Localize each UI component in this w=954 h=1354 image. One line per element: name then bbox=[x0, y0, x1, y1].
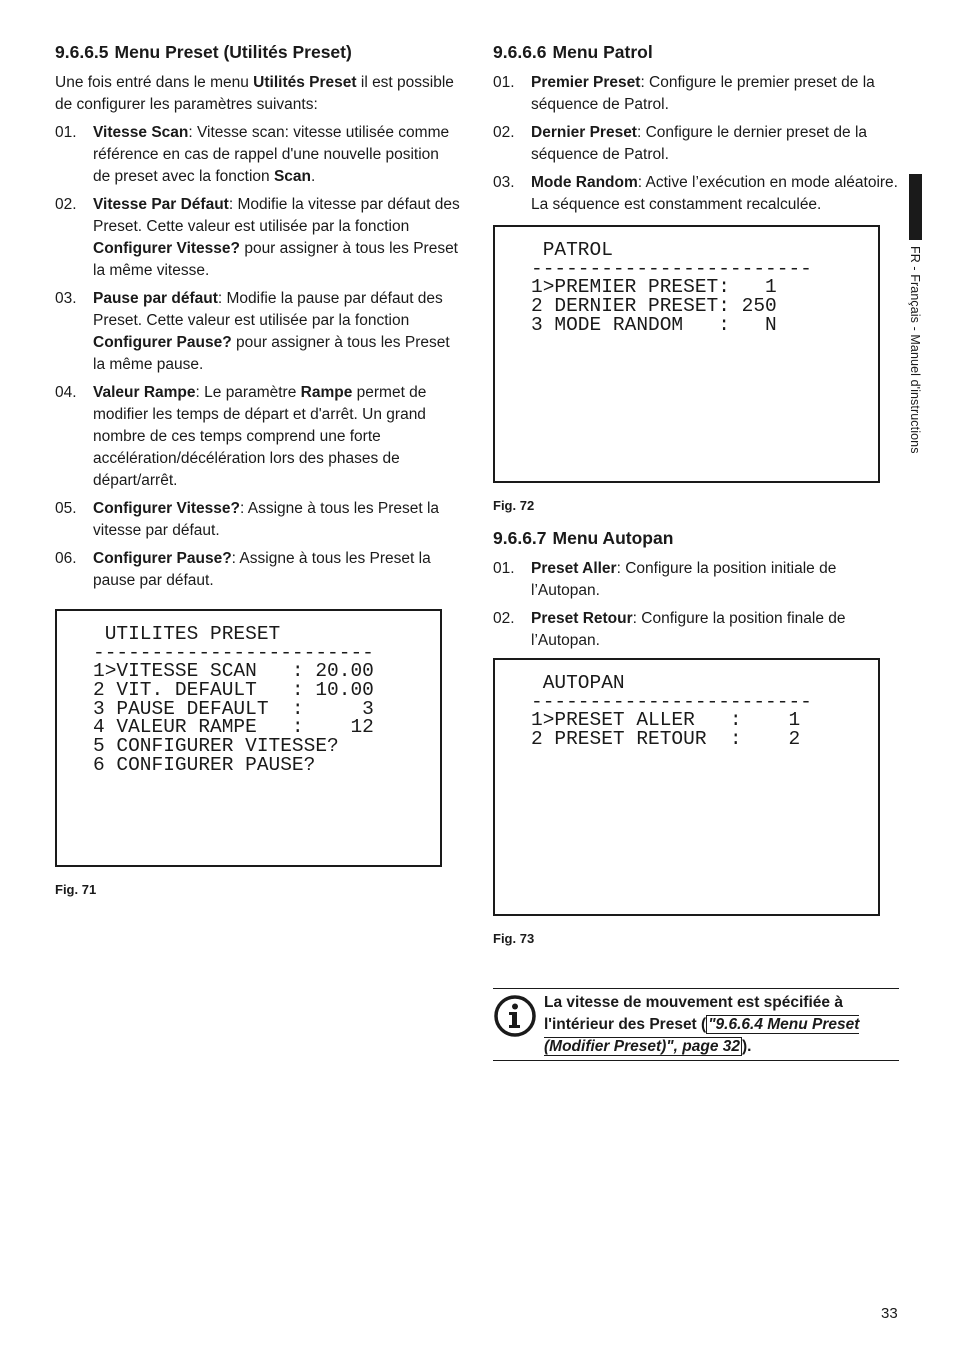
note-text: La vitesse de mouvement est spécifiée à l'intérieur des Preset ( "9.6.6.4 Menu Preset (Modifier Preset)", page 32 ). bbox=[544, 994, 860, 1055]
screen-line: 2 DERNIER PRESET: 250 bbox=[531, 295, 777, 318]
term: Rampe bbox=[300, 384, 353, 401]
figure-caption: Fig. 72 bbox=[493, 498, 535, 513]
screen-line: 4 VALEUR RAMPE : 12 bbox=[93, 716, 374, 739]
list-item bbox=[493, 122, 901, 166]
sidebar-tab-marker bbox=[909, 174, 922, 240]
page-number: 33 bbox=[881, 1305, 898, 1322]
list-item bbox=[55, 382, 460, 492]
term: Preset Aller bbox=[531, 560, 617, 577]
description: pour assigner à tous les Preset la même vitesse. bbox=[93, 240, 458, 279]
term: Configurer Vitesse? bbox=[93, 240, 241, 257]
description: permet de modifier les temps de départ et d'arrêt. Un grand nombre de ces temps comprend une forte accélération/décélération lors des phases de départ/arrêt. bbox=[93, 384, 427, 489]
list-item bbox=[493, 72, 901, 116]
description: : Vitesse scan: vitesse utilisée comme référence en cas de rappel d'une nouvelle position de preset avec la fonction bbox=[93, 124, 450, 185]
osd-screen-patrol bbox=[493, 225, 880, 483]
info-note bbox=[493, 988, 899, 1061]
list-item bbox=[55, 122, 460, 188]
screen-line: ------------------------ bbox=[93, 641, 374, 664]
description: : Configure la position initiale de l’Autopan. bbox=[531, 560, 837, 599]
list-index: 04. bbox=[55, 384, 77, 401]
patrol-list bbox=[493, 72, 901, 216]
term: Valeur Rampe bbox=[93, 384, 196, 401]
description: : Assigne à tous les Preset la vitesse par défaut. bbox=[93, 500, 440, 539]
term: Scan bbox=[273, 168, 312, 185]
list-index: 01. bbox=[493, 74, 515, 91]
list-index: 01. bbox=[55, 124, 77, 141]
term: Configurer Pause? bbox=[93, 550, 232, 567]
screen-line: UTILITES PRESET bbox=[93, 623, 281, 645]
list-index: 03. bbox=[493, 174, 515, 191]
term: Vitesse Scan bbox=[93, 124, 189, 141]
figure-caption: Fig. 71 bbox=[55, 882, 97, 897]
section-heading-patrol: 9.6.6.6 Menu Patrol bbox=[493, 42, 653, 62]
left-column bbox=[55, 40, 460, 897]
term: Premier Preset bbox=[531, 74, 641, 91]
screen-line: ------------------------ bbox=[531, 257, 812, 280]
screen-line: AUTOPAN bbox=[531, 672, 625, 694]
term: Configurer Vitesse? bbox=[93, 500, 241, 517]
screen-line: 1>VITESSE SCAN : 20.00 bbox=[93, 660, 374, 683]
screen-line: 6 CONFIGURER PAUSE? bbox=[93, 753, 316, 776]
intro-paragraph: Une fois entré dans le menu Utilités Preset il est possible de configurer les paramètres suivants: bbox=[55, 74, 454, 113]
term: Mode Random bbox=[531, 174, 638, 191]
description: : Configure la position finale de l’Autopan. bbox=[531, 610, 846, 649]
list-index: 02. bbox=[493, 610, 515, 627]
list-item bbox=[493, 608, 901, 652]
screen-line: 1>PRESET ALLER : 1 bbox=[531, 709, 801, 732]
list-index: 01. bbox=[493, 560, 515, 577]
section-title: Menu Preset (Utilités Preset) bbox=[114, 42, 352, 62]
parameter-list bbox=[55, 122, 460, 592]
screen-line: 5 CONFIGURER VITESSE? bbox=[93, 735, 339, 758]
description: . bbox=[311, 168, 316, 185]
list-index: 03. bbox=[55, 290, 77, 307]
description: : Assigne à tous les Preset la pause par défaut. bbox=[93, 550, 431, 589]
list-item bbox=[55, 288, 460, 376]
screen-line: 3 MODE RANDOM : N bbox=[531, 313, 777, 336]
screen-line: 3 PAUSE DEFAULT : 3 bbox=[93, 697, 374, 720]
description: : Active l’exécution en mode aléatoire. La séquence est constamment recalculée. bbox=[531, 174, 898, 213]
screen-line: PATROL bbox=[531, 239, 613, 261]
list-item bbox=[493, 172, 901, 216]
description: : Modifie la vitesse par défaut des Preset. Cette valeur est utilisée par la fonction bbox=[93, 196, 460, 235]
list-index: 05. bbox=[55, 500, 77, 517]
section-heading-autopan: 9.6.6.7 Menu Autopan bbox=[493, 528, 674, 548]
term: Dernier Preset bbox=[531, 124, 637, 141]
list-item bbox=[55, 548, 460, 592]
right-column bbox=[493, 40, 901, 946]
osd-screen-utilites-preset bbox=[55, 609, 442, 867]
term: Configurer Pause? bbox=[93, 334, 232, 351]
osd-screen-autopan bbox=[493, 658, 880, 916]
autopan-list bbox=[493, 558, 901, 652]
section-heading-preset-utilities bbox=[55, 40, 460, 64]
screen-line: 2 PRESET RETOUR : 2 bbox=[531, 728, 801, 751]
section-number: 9.6.6.5 bbox=[55, 42, 109, 62]
description: pour assigner à tous les Preset la même pause. bbox=[93, 334, 450, 373]
term: Preset Retour bbox=[531, 610, 633, 627]
description: : Configure le premier preset de la séquence de Patrol. bbox=[531, 74, 875, 113]
screen-line: ------------------------ bbox=[531, 690, 812, 713]
description: : Modifie la pause par défaut des Preset. Cette valeur est utilisée par la fonction bbox=[93, 290, 443, 329]
list-index: 02. bbox=[55, 196, 77, 213]
sidebar-language-label: FR - Français - Manuel d'instructions bbox=[908, 246, 922, 454]
figure-caption: Fig. 73 bbox=[493, 931, 535, 946]
list-item bbox=[55, 194, 460, 282]
list-item bbox=[493, 558, 901, 602]
screen-line: 1>PREMIER PRESET: 1 bbox=[531, 276, 777, 299]
list-index: 02. bbox=[493, 124, 515, 141]
list-item bbox=[55, 498, 460, 542]
description: : Configure le dernier preset de la séquence de Patrol. bbox=[531, 124, 868, 163]
cross-reference-link[interactable]: "9.6.6.4 Menu Preset (Modifier Preset)", page 32 bbox=[544, 1016, 860, 1055]
term: Vitesse Par Défaut bbox=[93, 196, 229, 213]
info-icon bbox=[493, 994, 537, 1038]
list-index: 06. bbox=[55, 550, 77, 567]
description: : Le paramètre bbox=[195, 384, 301, 401]
term: Pause par défaut bbox=[93, 290, 218, 307]
screen-line: 2 VIT. DEFAULT : 10.00 bbox=[93, 679, 374, 702]
